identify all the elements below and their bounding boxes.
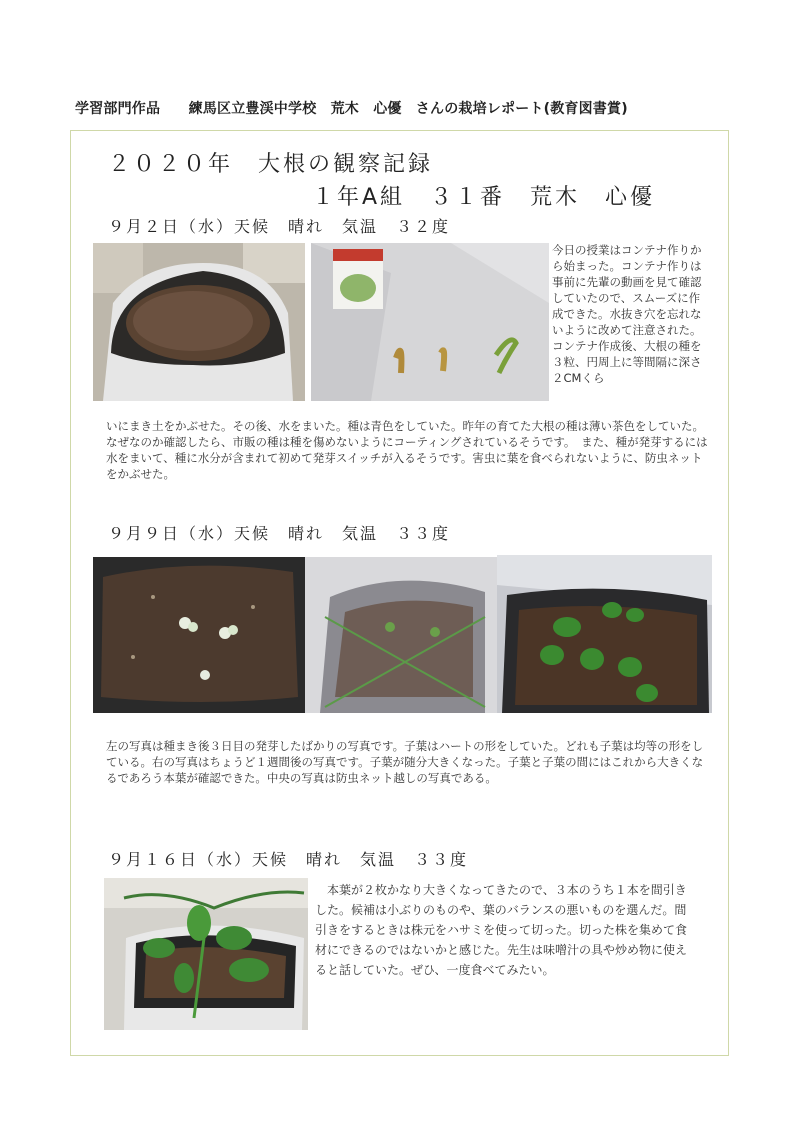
report-title: ２０２０年 大根の観察記録 xyxy=(108,152,434,177)
entry-3-date: ９月１６日（水）天候 晴れ 気温 ３３度 xyxy=(108,850,469,869)
entry-2-body-text: 左の写真は種まき後３日目の発芽したばかりの写真です。子葉はハートの形をしていた。どれも子葉は均等の形をしている。右の写真はちょうど１週間後の写真です。子葉が随分大きくなった。子葉と子葉の間にはこれから大きくなるであろう本葉が確認できた。中央の写真は防虫ネット越しの写真である。 xyxy=(106,739,704,785)
radish-photo xyxy=(104,878,308,1030)
soil-bag-photo xyxy=(93,243,305,401)
sprout-photo xyxy=(93,557,305,713)
entry-1-date: ９月２日（水）天候 晴れ 気温 ３２度 xyxy=(108,217,451,236)
report-caption: 学習部門作品 練馬区立豊渓中学校 荒木 心優 さんの栽培レポート(教育図書賞) xyxy=(75,101,628,117)
net-photo xyxy=(305,557,497,713)
entry-1-side-text: 今日の授業はコンテナ作りから始まった。コンテナ作りは事前に先輩の動画を見て確認していたので、スムーズに作成できた。水抜き穴を忘れないように改めて注意された。コンテナ作成後、大根の種を３粒、円周上に等間隔に深さ２CMくら xyxy=(552,243,702,385)
entry-3-side-text: 本葉が２枚かなり大きくなってきたので、３本のうち１本を間引きした。候補は小ぶりのものや、葉のバランスの悪いものを選んだ。間引きをするときは株元をハサミを使って切った。切った株を集めて食材にできるのではないかと感じた。先生は味噌汁の具や炒め物に使えると話していた。ぜひ、一度食べてみたい。 xyxy=(315,883,688,977)
seedling-photo xyxy=(497,555,712,713)
entry-1-body-text: いにまき土をかぶせた。その後、水をまいた。種は青色をしていた。昨年の育てた大根の種は薄い茶色をしていた。なぜなのか確認したら、市販の種は種を傷めないようにコーティングされているそうです。 また、種が発芽するには水をまいて、種に水分が含まれて初めて発芽スイッチが入るそうです。害虫に葉を食べられないように、防虫ネットをかぶせた。 xyxy=(106,419,708,481)
entry-2-date: ９月９日（水）天候 晴れ 気温 ３３度 xyxy=(108,524,451,543)
report-author: １年A組 ３１番 荒木 心優 xyxy=(312,185,656,210)
seed-packet-photo xyxy=(311,243,549,401)
